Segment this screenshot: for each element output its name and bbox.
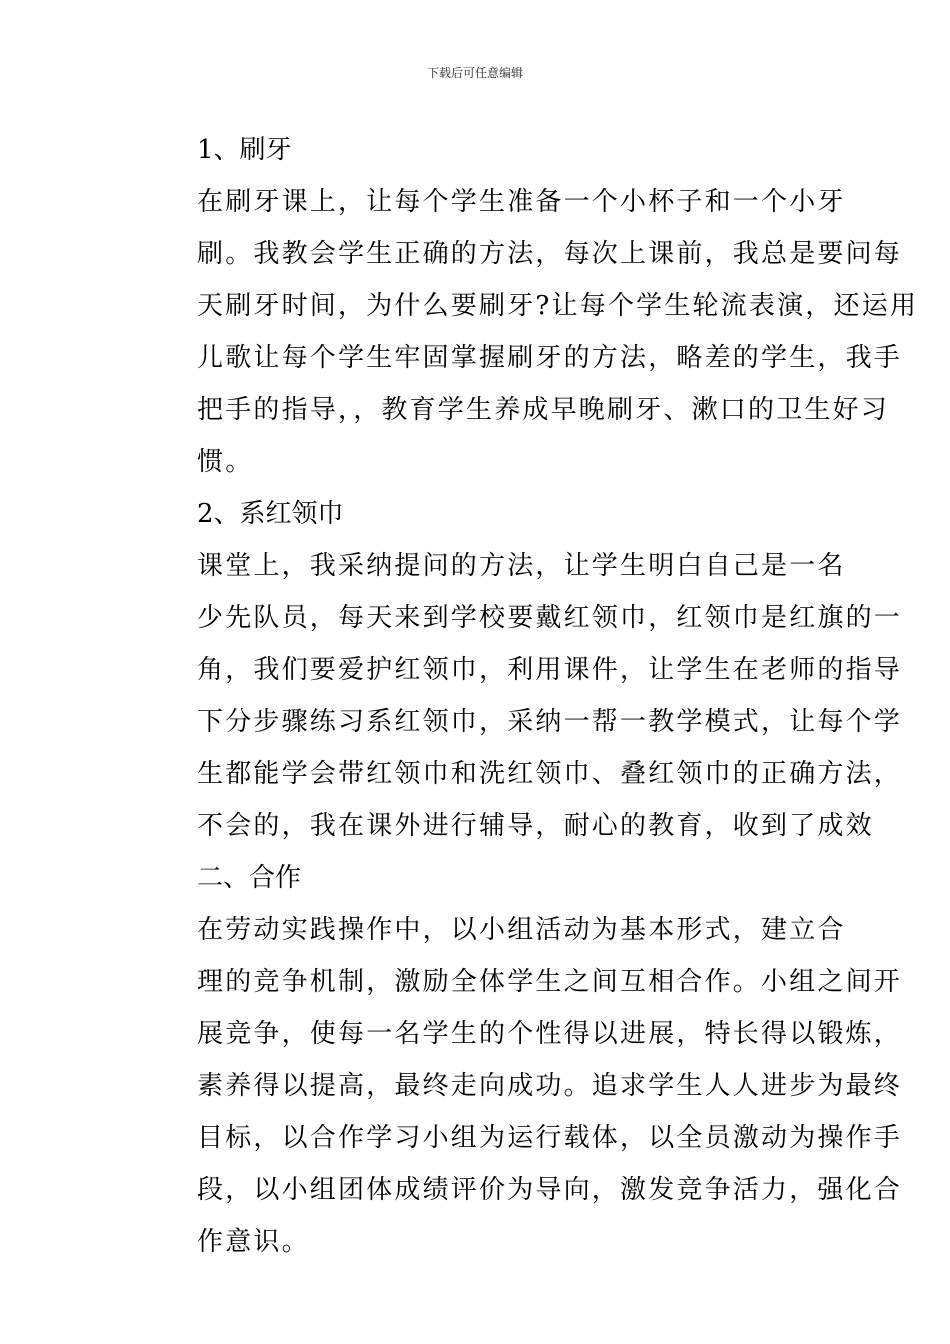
paragraph-line: 不会的，我在课外进行辅导，耐心的教育，收到了成效 bbox=[197, 811, 874, 841]
paragraph-line: 角，我们要爱护红领巾，利用课件，让学生在老师的指导 bbox=[197, 655, 903, 685]
section-heading-brushing-teeth: 1、刷牙 bbox=[197, 135, 292, 165]
paragraph-line: 段，以小组团体成绩评价为导向，激发竞争活力，强化合 bbox=[197, 1175, 903, 1205]
paragraph-line: 在刷牙课上，让每个学生准备一个小杯子和一个小牙 bbox=[197, 187, 846, 217]
paragraph-line: 少先队员，每天来到学校要戴红领巾，红领巾是红旗的一 bbox=[197, 603, 903, 633]
paragraph-line: 理的竞争机制，激励全体学生之间互相合作。小组之间开 bbox=[197, 967, 903, 997]
paragraph-line: 课堂上，我采纳提问的方法，让学生明白自己是一名 bbox=[197, 551, 846, 581]
section-paragraph-red-scarf bbox=[145, 544, 903, 848]
paragraph-line: 天刷牙时间，为什么要刷牙?让每个学生轮流表演，还运用 bbox=[197, 291, 919, 321]
paragraph-line: 把手的指导，，教育学生养成早晚刷牙、漱口的卫生好习 bbox=[197, 395, 890, 425]
section-paragraph-cooperation bbox=[145, 908, 903, 1264]
paragraph-line: 目标，以合作学习小组为运行载体，以全员激动为操作手 bbox=[197, 1123, 903, 1153]
document-body bbox=[145, 128, 919, 1272]
paragraph-line: 刷。我教会学生正确的方法，每次上课前，我总是要问每 bbox=[197, 239, 903, 269]
section-heading-red-scarf: 2、系红领巾 bbox=[197, 499, 344, 529]
paragraph-line: 作意识。 bbox=[197, 1227, 310, 1257]
section-heading-cooperation: 二、合作 bbox=[197, 863, 302, 893]
paragraph-line: 展竞争，使每一名学生的个性得以进展，特长得以锻炼， bbox=[197, 1019, 903, 1049]
paragraph-line: 生都能学会带红领巾和洗红领巾、叠红领巾的正确方法， bbox=[197, 759, 903, 789]
paragraph-line: 儿歌让每个学生牢固掌握刷牙的方法，略差的学生，我手 bbox=[197, 343, 903, 373]
paragraph-line: 下分步骤练习系红领巾，采纳一帮一教学模式，让每个学 bbox=[197, 707, 903, 737]
page-header-note: 下载后可任意编辑 bbox=[426, 66, 523, 80]
paragraph-line: 素养得以提高，最终走向成功。追求学生人人进步为最终 bbox=[197, 1071, 903, 1101]
paragraph-line: 惯。 bbox=[197, 447, 254, 477]
section-paragraph-brushing-teeth bbox=[145, 180, 919, 484]
paragraph-line: 在劳动实践操作中，以小组活动为基本形式，建立合 bbox=[197, 915, 846, 945]
